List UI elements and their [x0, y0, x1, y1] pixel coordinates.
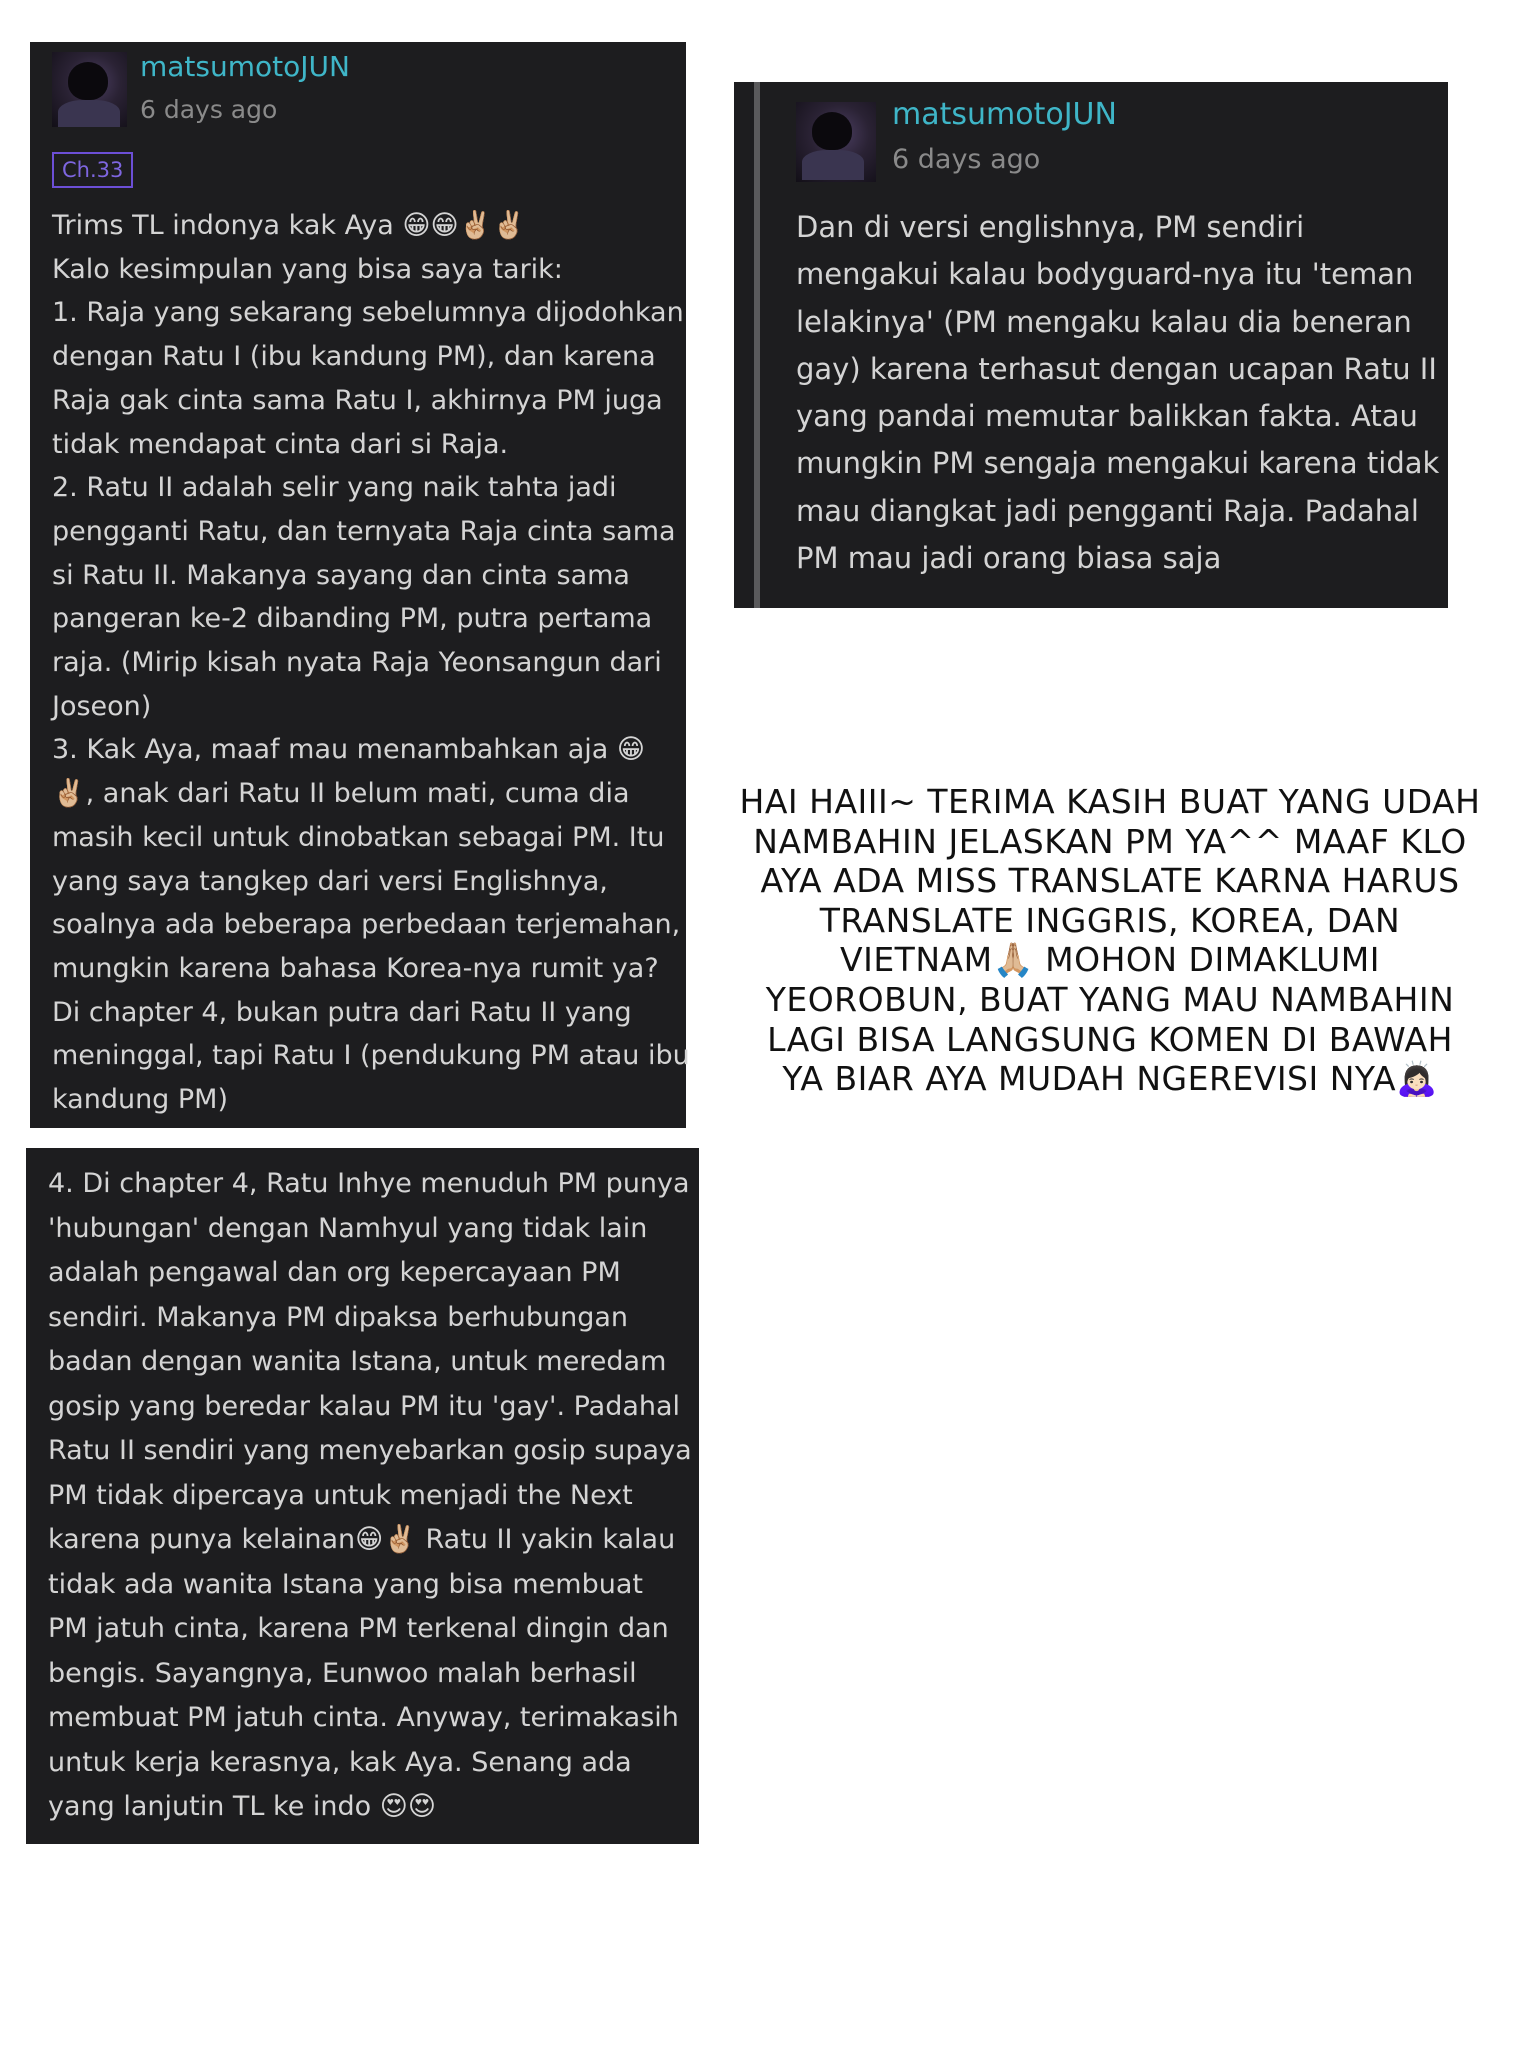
comment-text: 4. Di chapter 4, Ratu Inhye menuduh PM punya 'hubungan' dengan Namhyul yang tidak lain adalah pengawal dan org kepercayaan PM sendiri. Makanya PM dipaksa berhubungan badan dengan wanita Istana, untuk meredam gosip yang beredar kalau PM itu 'gay'. Padahal Ratu II sendiri yang menyebarkan gosip supaya PM tidak dipercaya untuk menjadi the Next karena punya kelainan😁✌🏼 Ratu II yakin kalau tidak ada wanita Istana yang bisa membuat PM jatuh cinta, karena PM terkenal dingin dan bengis. Sayangnya, Eunwoo malah berhasil membuat PM jatuh cinta. Anyway, terimakasih untuk kerja kerasnya, kak Aya. Senang ada yang lanjutin TL ke indo 😍😍 [48, 1168, 692, 1822]
comment-card-2 [734, 82, 1448, 608]
username[interactable]: matsumotoJUN [140, 50, 350, 83]
user-avatar[interactable] [796, 102, 876, 182]
translator-note: HAI HAIII~ TERIMA KASIH BUAT YANG UDAH NAMBAHIN JELASKAN PM YA^^ MAAF KLO AYA ADA MISS TRANSLATE KARNA HARUS TRANSLATE INGGRIS, KOREA, DAN VIETNAM🙏🏼 MOHON DIMAKLUMI YEOROBUN, BUAT YANG MAU NAMBAHIN LAGI BISA LANGSUNG KOMEN DI BAWAH YA BIAR AYA MUDAH NGEREVISI NYA🙇🏻‍♀️ [739, 782, 1481, 1099]
username[interactable]: matsumotoJUN [892, 97, 1117, 132]
comment-text: Trims TL indonya kak Aya 😁😁✌🏼✌🏼 Kalo kesimpulan yang bisa saya tarik: 1. Raja yang sekarang sebelumnya dijodohkan dengan Ratu I (ibu kandung PM), dan karena Raja gak cinta sama Ratu I, akhirnya PM juga tidak mendapat cinta dari si Raja. 2. Ratu II adalah selir yang naik tahta jadi pengganti Ratu, dan ternyata Raja cinta sama si Ratu II. Makanya sayang dan cinta sama pangeran ke-2 dibanding PM, putra pertama raja. (Mirip kisah nyata Raja Yeonsangun dari Joseon) 3. Kak Aya, maaf mau menambahkan aja 😁 ✌🏼, anak dari Ratu II belum mati, cuma dia masih kecil untuk dinobatkan sebagai PM. Itu yang saya tangkep dari versi Englishnya, soalnya ada beberapa perbedaan terjemahan, mungkin karena bahasa Korea-nya rumit ya? Di chapter 4, bukan putra dari Ratu II yang meninggal, tapi Ratu I (pendukung PM atau ibu kandung PM) [52, 210, 690, 1116]
user-avatar[interactable] [52, 52, 127, 127]
comment-card-1 [30, 42, 690, 1128]
chapter-badge[interactable]: Ch.33 [52, 152, 133, 188]
comment-timestamp: 6 days ago [892, 144, 1041, 175]
reply-indent-bar [754, 82, 760, 608]
comment-timestamp: 6 days ago [140, 95, 278, 124]
comment-card-3 [26, 1148, 699, 1844]
comment-text: Dan di versi englishnya, PM sendiri mengakui kalau bodyguard-nya itu 'teman lelakinya' (PM mengaku kalau dia beneran gay) karena terhasut dengan ucapan Ratu II yang pandai memutar balikkan fakta. Atau mungkin PM sengaja mengakui karena tidak mau diangkat jadi pengganti Raja. Padahal PM mau jadi orang biasa saja [796, 210, 1440, 576]
